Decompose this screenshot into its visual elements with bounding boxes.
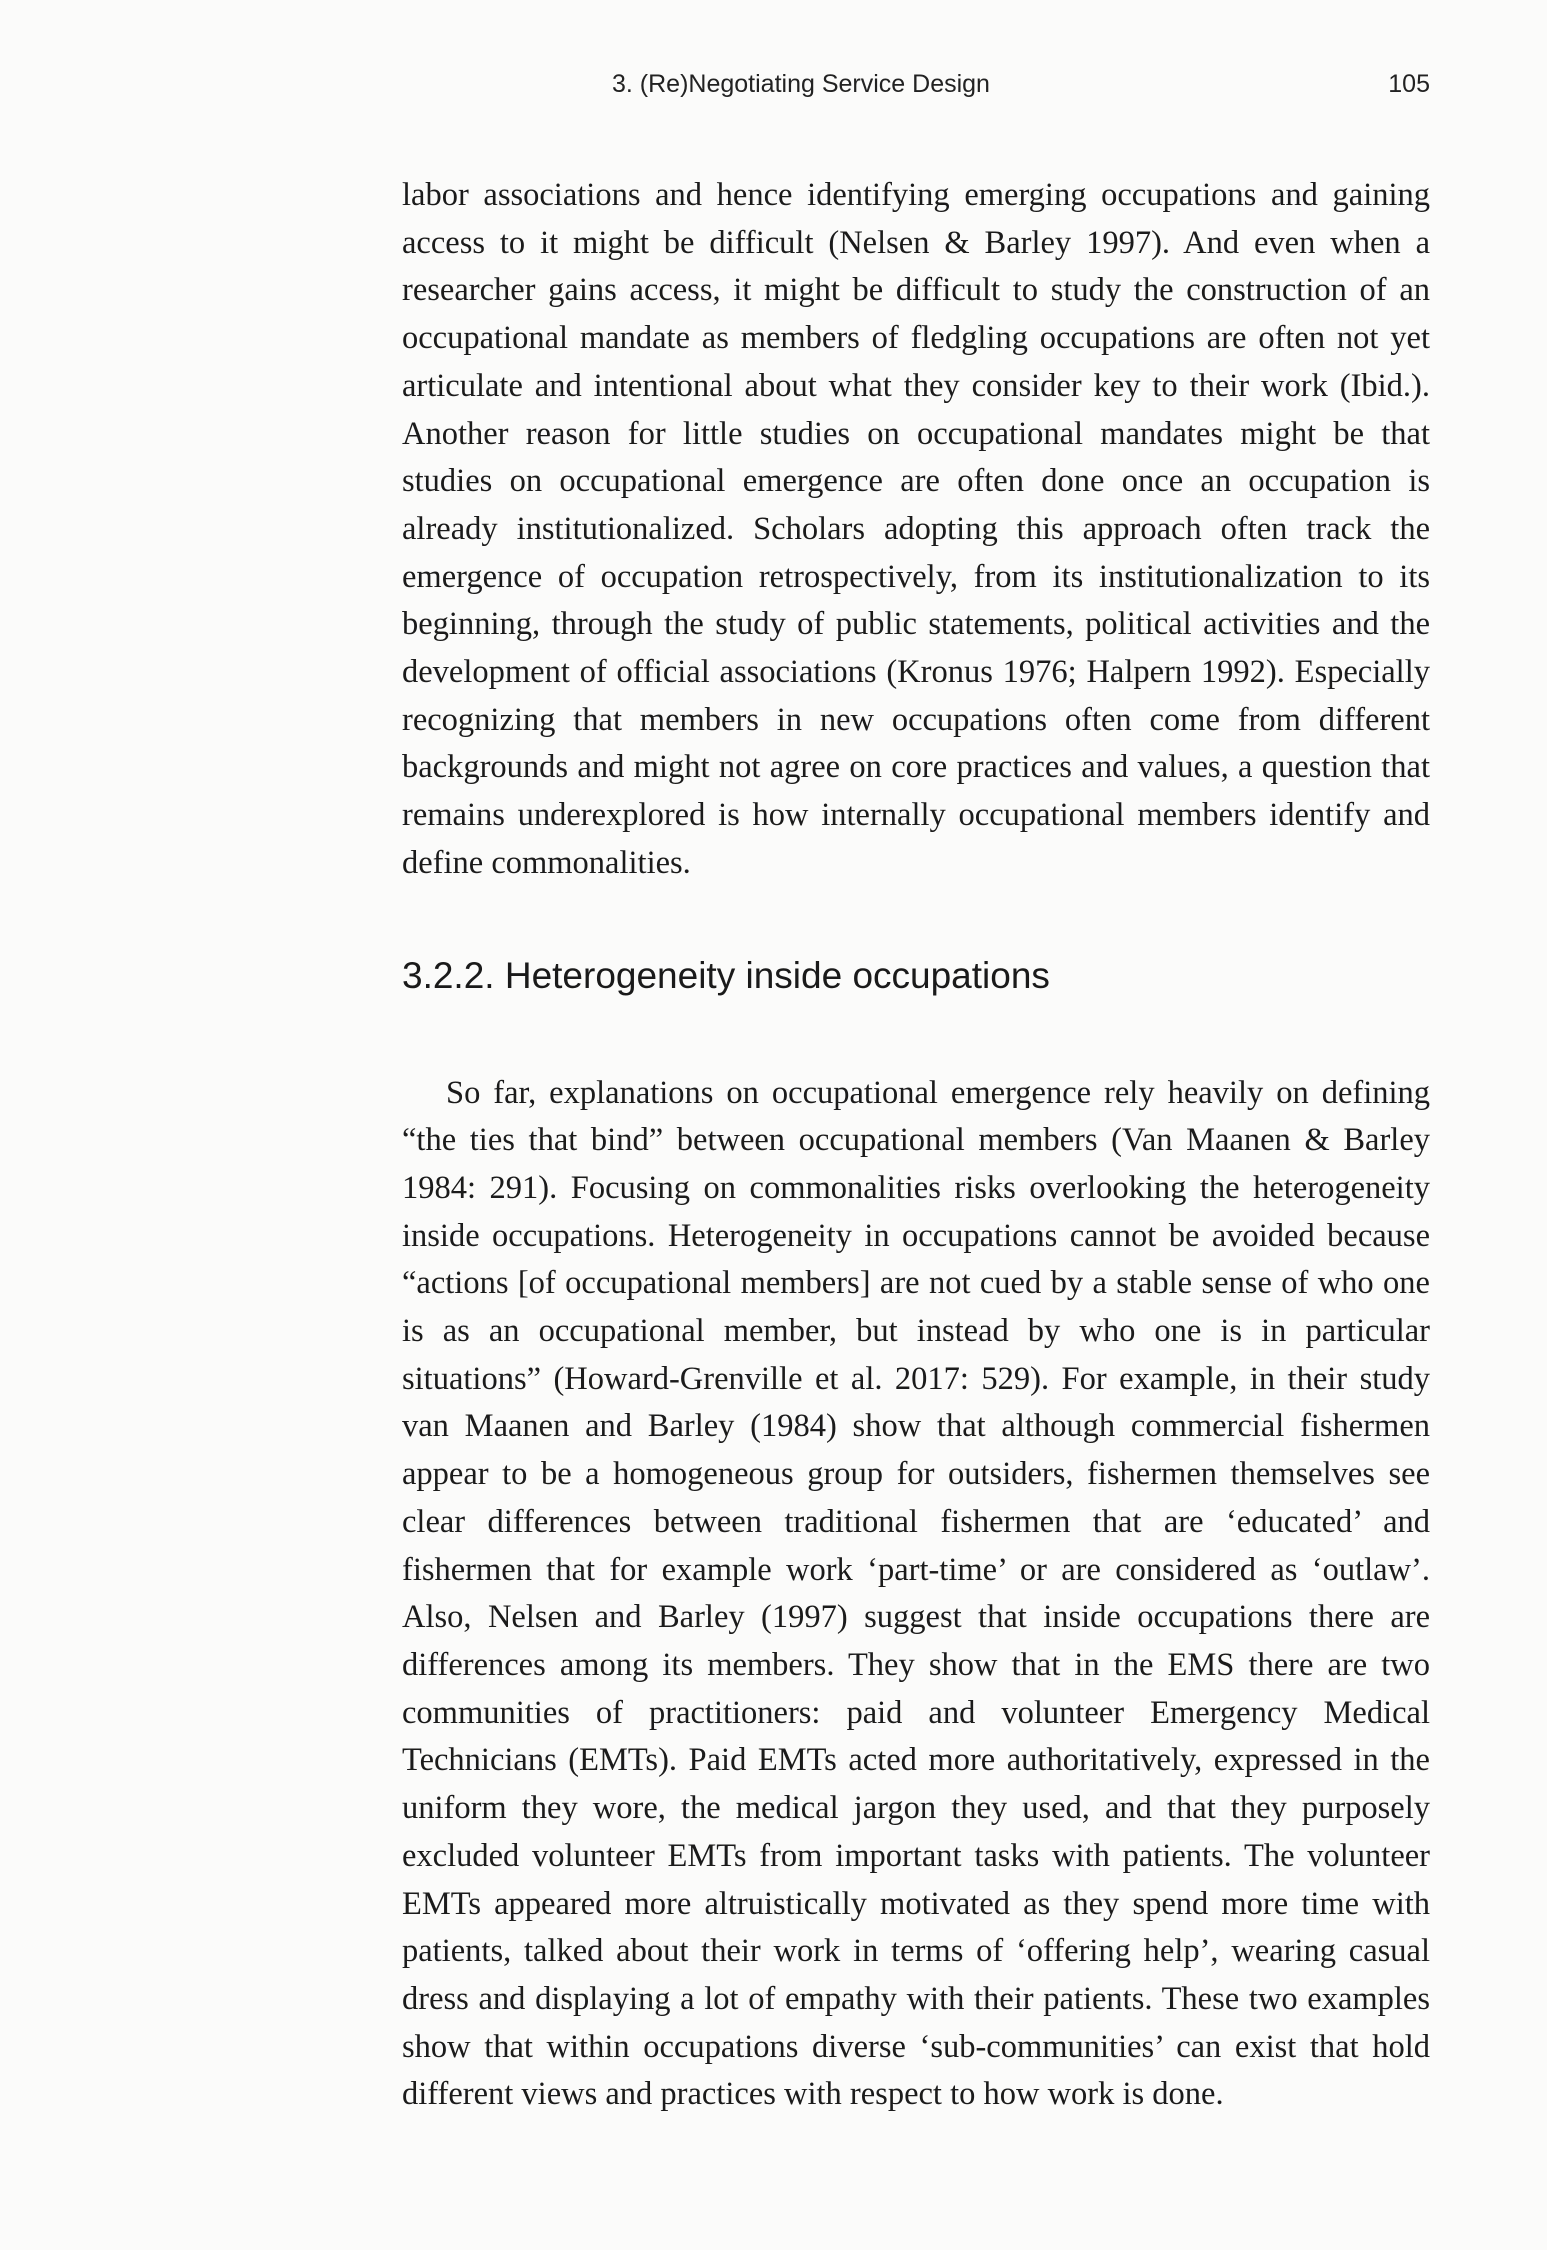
chapter-title: 3. (Re)Negotiating Service Design [612, 70, 990, 98]
section-heading: 3.2.2. Heterogeneity inside occupations [402, 954, 1050, 996]
body-paragraph-1: labor associations and hence identifying emerging occupations and gaining access to it might be difficult (Nelsen & Barley 1997). And even when a researcher gains access, it might be difficult to study the construction of an occupational mandate as members of fledgling occupations are often not yet articulate and intentional about what they consider key to their work (Ibid.). Another reason for little studies on occupational mandates might be that studies on occupational emergence are often done once an occupation is already institutionalized. Scholars adopting this approach often track the emergence of occupation retrospectively, from its institutionalization to its beginning, through the study of public statements, political activities and the development of official associations (Kronus 1976; Halpern 1992). Especially recognizing that members in new occupations often come from different backgrounds and might not agree on core practices and values, a question that remains underexplored is how internally occupational members identify and define commonalities. [402, 177, 1430, 881]
body-paragraph-2: So far, explanations on occupational emergence rely heavily on defining “the ties that bind” between occupational members (Van Maanen & Barley 1984: 291). Focusing on commonalities risks overlooking the heterogeneity inside occupations. Heterogeneity in occupations cannot be avoided because “actions [of occupational members] are not cued by a stable sense of who one is as an occupational member, but instead by who one is in particular situations” (Howard-Grenville et al. 2017: 529). For example, in their study van Maanen and Barley (1984) show that although commercial fishermen appear to be a homogeneous group for outsiders, fishermen themselves see clear differences between traditional fishermen that are ‘educated’ and fishermen that for example work ‘part-time’ or are considered as ‘outlaw’. Also, Nelsen and Barley (1997) suggest that inside occupations there are differences among its members. They show that in the EMS there are two communities of practitioners: paid and volunteer Emergency Medical Technicians (EMTs). Paid EMTs acted more authoritatively, expressed in the uniform they wore, the medical jargon they used, and that they purposely excluded volunteer EMTs from important tasks with patients. The volunteer EMTs appeared more altruistically motivated as they spend more time with patients, talked about their work in terms of ‘offering help’, wearing casual dress and displaying a lot of empathy with their patients. These two examples show that within occupations diverse ‘sub-communities’ can exist that hold different views and practices with respect to how work is done. [402, 1074, 1430, 2113]
page-body [402, 172, 1430, 2119]
page-number: 105 [1388, 70, 1430, 98]
running-head [402, 70, 1430, 102]
